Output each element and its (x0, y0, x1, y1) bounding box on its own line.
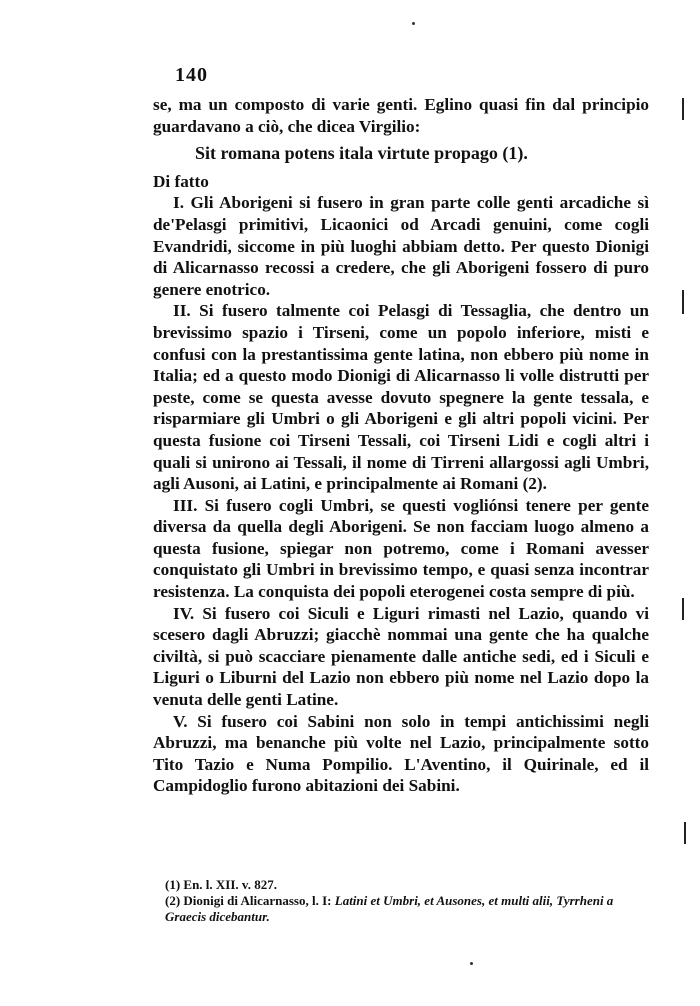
paragraph-section-2: II. Si fusero talmente coi Pelasgi di Tessaglia, che dentro un brevissimo spazio i Tirseni, come un popolo inferiore, misti e confusi con la prestantissima gente latina, non ebbero più nome in Italia; ed a questo modo Dionigi di Alicarnasso li volle distrutti per peste, come se questa avesse dovuto spegnere la gente tessala, e risparmiare gli Umbri o gli Aborigeni e gli altri popoli vicini. Per questa fusione coi Tirseni Tessali, coi Tirseni Lidi e cogli altri i quali si unirono ai Tessali, il nome di Tirreni allargossi agli Umbri, agli Ausoni, ai Latini, e principalmente ai Romani (2). (153, 301, 649, 494)
footnote-1: (1) En. l. XII. v. 827. (165, 877, 277, 892)
margin-mark (682, 598, 684, 620)
virgil-quote: Sit romana potens itala virtute propago (1). (195, 143, 528, 164)
paragraph-section-5: V. Si fusero coi Sabini non solo in tempi antichissimi negli Abruzzi, ma benanche più volte nel Lazio, principalmente sotto Tito Tazio e Numa Pompilio. L'Aventino, il Quirinale, ed il Campidoglio furono abitazioni dei Sabini. (153, 711, 649, 796)
scan-speck (412, 22, 415, 25)
footnote-2 (165, 893, 635, 925)
scan-speck (470, 962, 473, 965)
paragraph-section-1: I. Gli Aborigeni si fusero in gran parte colle genti arcadiche sì de'Pelasgi primitivi, Licaonici od Arcadi genuini, come cogli Evandridi, siccome in più luoghi abbiam detto. Per questo Dionigi di Alicarnasso recossi a credere, che gli Aborigeni fossero di puro genere enotrico. (153, 193, 649, 299)
margin-mark (684, 822, 686, 844)
paragraph-di-fatto: Di fatto (153, 171, 209, 191)
margin-mark (682, 98, 684, 120)
paragraph-section-3: III. Si fusero cogli Umbri, se questi vogliónsi tenere per gente diversa da quella degli Aborigeni. Se non facciam luogo almeno a questa fusione, spiegar non potremo, come i Romani avesser conquistato gli Umbri in brevissimo tempo, e quasi senza incontrar resistenza. La conquista dei popoli eterogenei costa sempre di più. (153, 495, 649, 602)
page-number: 140 (175, 64, 208, 86)
footnotes (165, 877, 635, 925)
margin-mark (682, 290, 684, 314)
paragraph-continuation: se, ma un composto di varie genti. Eglino quasi fin dal principio guardavano a ciò, che dicea Virgilio: (153, 95, 649, 136)
footnote-2-quote: Latini et Umbri, et Ausones, et multi alii, Tyrrheni a Graecis dicebantur. (165, 893, 614, 924)
paragraph-section-4: IV. Si fusero coi Siculi e Liguri rimasti nel Lazio, quando vi scesero dagli Abruzzi; giacchè nommai una gente che ha qualche civiltà, si può scacciare pienamente dalle antiche sedi, ed i Siculi e Liguri o Liburni del Lazio non ebbero più nome nel Lazio dopo la venuta delle genti Latine. (153, 603, 649, 710)
body-text (153, 94, 649, 797)
footnote-2-source: (2) Dionigi di Alicarnasso, l. I: (165, 893, 335, 908)
